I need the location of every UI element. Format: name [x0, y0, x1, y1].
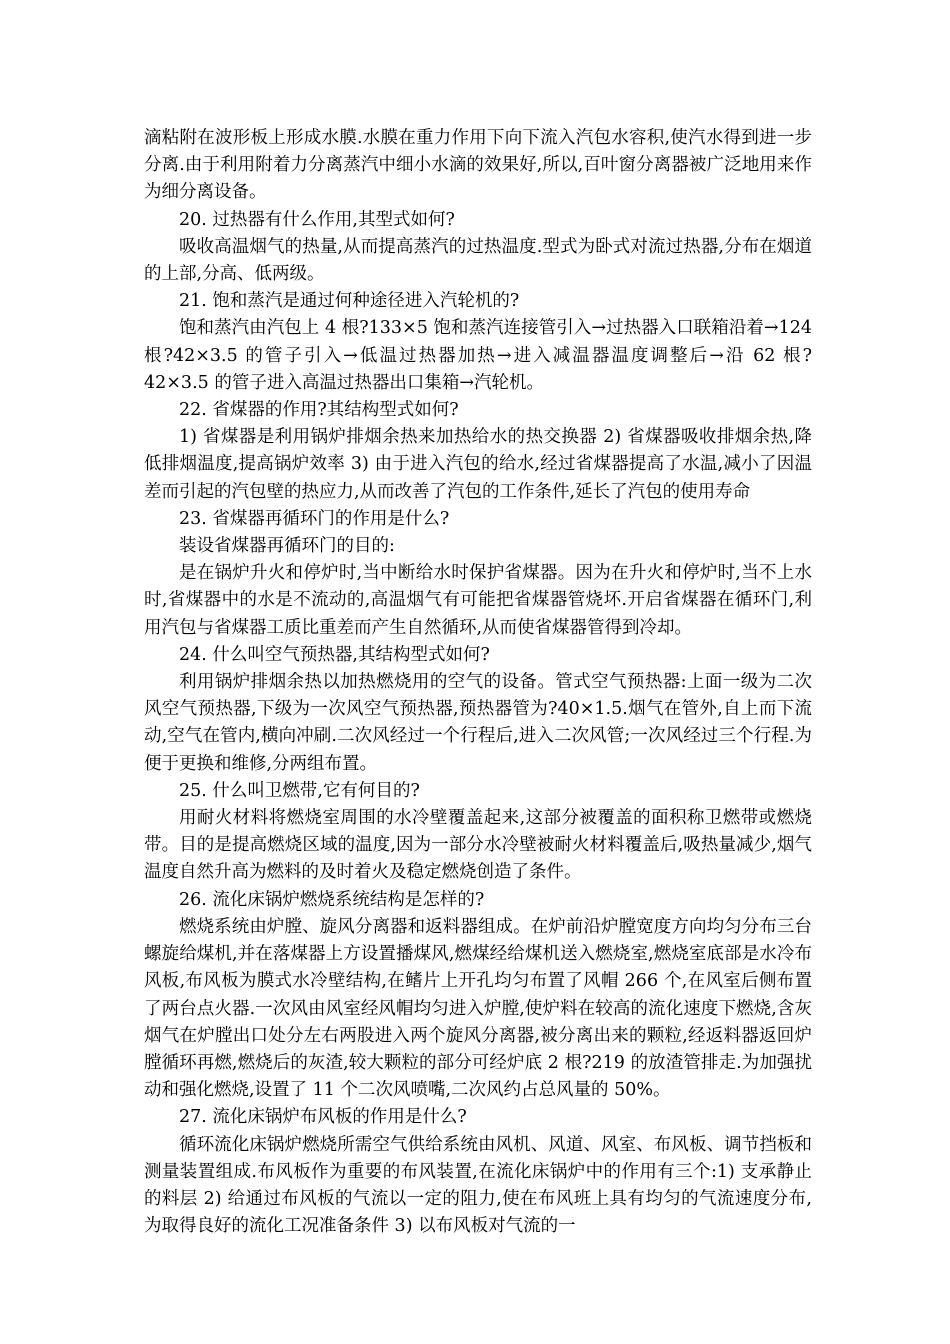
paragraph: 21. 饱和蒸汽是通过何种途径进入汽轮机的?: [179, 291, 520, 312]
paragraph: 24. 什么叫空气预热器,其结构型式如何?: [179, 644, 490, 665]
paragraph: 是在锅炉升火和停炉时,当中断给水时保护省煤器。因为在升火和停炉时,当不上水时,省煤器中的水是不流动的,高温烟气有可能把省煤器管烧坏.开启省煤器在循环门,利用汽包与省煤器工质比重差而产生自然循环,从而使省煤器管得到冷却。: [144, 563, 812, 638]
paragraph: 滴粘附在波形板上形成水膜.水膜在重力作用下向下流入汽包水容积,使汽水得到进一步分离.由于利用附着力分离蒸汽中细小水滴的效果好,所以,百叶窗分离器被广泛地用来作为细分离设备。: [144, 128, 812, 203]
paragraph: 27. 流化床锅炉布风板的作用是什么?: [179, 1107, 467, 1128]
paragraph: 26. 流化床锅炉燃烧系统结构是怎样的?: [179, 889, 485, 910]
paragraph: 利用锅炉排烟余热以加热燃烧用的空气的设备。管式空气预热器:上面一级为二次风空气预热器,下级为一次风空气预热器,预热器管为?40×1.5.烟气在管外,自上而下流动,空气在管内,横向冲刷.二次风经过一个行程后,进入二次风管;一次风经过三个行程.为便于更换和维修,分两组布置。: [144, 672, 812, 774]
paragraph: 吸收高温烟气的热量,从而提高蒸汽的过热温度.型式为卧式对流过热器,分布在烟道的上部,分高、低两级。: [144, 236, 812, 285]
document-body: [144, 125, 812, 1240]
paragraph: 用耐火材料将燃烧室周围的水冷壁覆盖起来,这部分被覆盖的面积称卫燃带或燃烧带。目的是提高燃烧区域的温度,因为一部分水冷壁被耐火材料覆盖后,吸热量减少,烟气温度自然升高为燃料的及时着火及稳定燃烧创造了条件。: [144, 808, 812, 883]
paragraph: 饱和蒸汽由汽包上 4 根?133×5 饱和蒸汽连接管引入→过热器入口联箱沿着→124 根?42×3.5 的管子引入→低温过热器加热→进入减温器温度调整后→沿 62 根?42×3.5 的管子进入高温过热器出口集箱→汽轮机。: [144, 318, 812, 393]
paragraph: 燃烧系统由炉膛、旋风分离器和返料器组成。在炉前沿炉膛宽度方向均匀分布三台螺旋给煤机,并在落煤器上方设置播煤风,燃煤经给煤机送入燃烧室,燃烧室底部是水冷布风板,布风板为膜式水冷壁结构,在鳍片上开孔均匀布置了风帽 266 个,在风室后侧布置了两台点火器.一次风由风室经风帽均匀进入炉膛,使炉料在较高的流化速度下燃烧,含灰烟气在炉膛出口处分左右两股进入两个旋风分离器,被分离出来的颗粒,经返料器返回炉膛循环再燃,燃烧后的灰渣,较大颗粒的部分可经炉底 2 根?219 的放渣管排走.为加强扰动和强化燃烧,设置了 11 个二次风喷嘴,二次风约占总风量的 50%。: [144, 916, 812, 1101]
paragraph: 20. 过热器有什么作用,其型式如何?: [179, 209, 455, 230]
paragraph: 22. 省煤器的作用?其结构型式如何?: [179, 400, 459, 421]
paragraph: 23. 省煤器再循环门的作用是什么?: [179, 508, 450, 529]
paragraph: 1) 省煤器是利用锅炉排烟余热来加热给水的热交换器 2) 省煤器吸收排烟余热,降低排烟温度,提高锅炉效率 3) 由于进入汽包的给水,经过省煤器提高了水温,减小了因温差而引起的汽包壁的热应力,从而改善了汽包的工作条件,延长了汽包的使用寿命: [144, 427, 812, 502]
paragraph: 25. 什么叫卫燃带,它有何目的?: [179, 780, 420, 801]
paragraph: 装设省煤器再循环门的目的:: [179, 536, 395, 557]
paragraph: 循环流化床锅炉燃烧所需空气供给系统由风机、风道、风室、布风板、调节挡板和测量装置组成.布风板作为重要的布风装置,在流化床锅炉中的作用有三个:1) 支承静止的料层 2) 给通过布风板的气流以一定的阻力,使在布风班上具有均匀的气流速度分布,为取得良好的流化工况准备条件 3) 以布风板对气流的一: [144, 1134, 812, 1237]
